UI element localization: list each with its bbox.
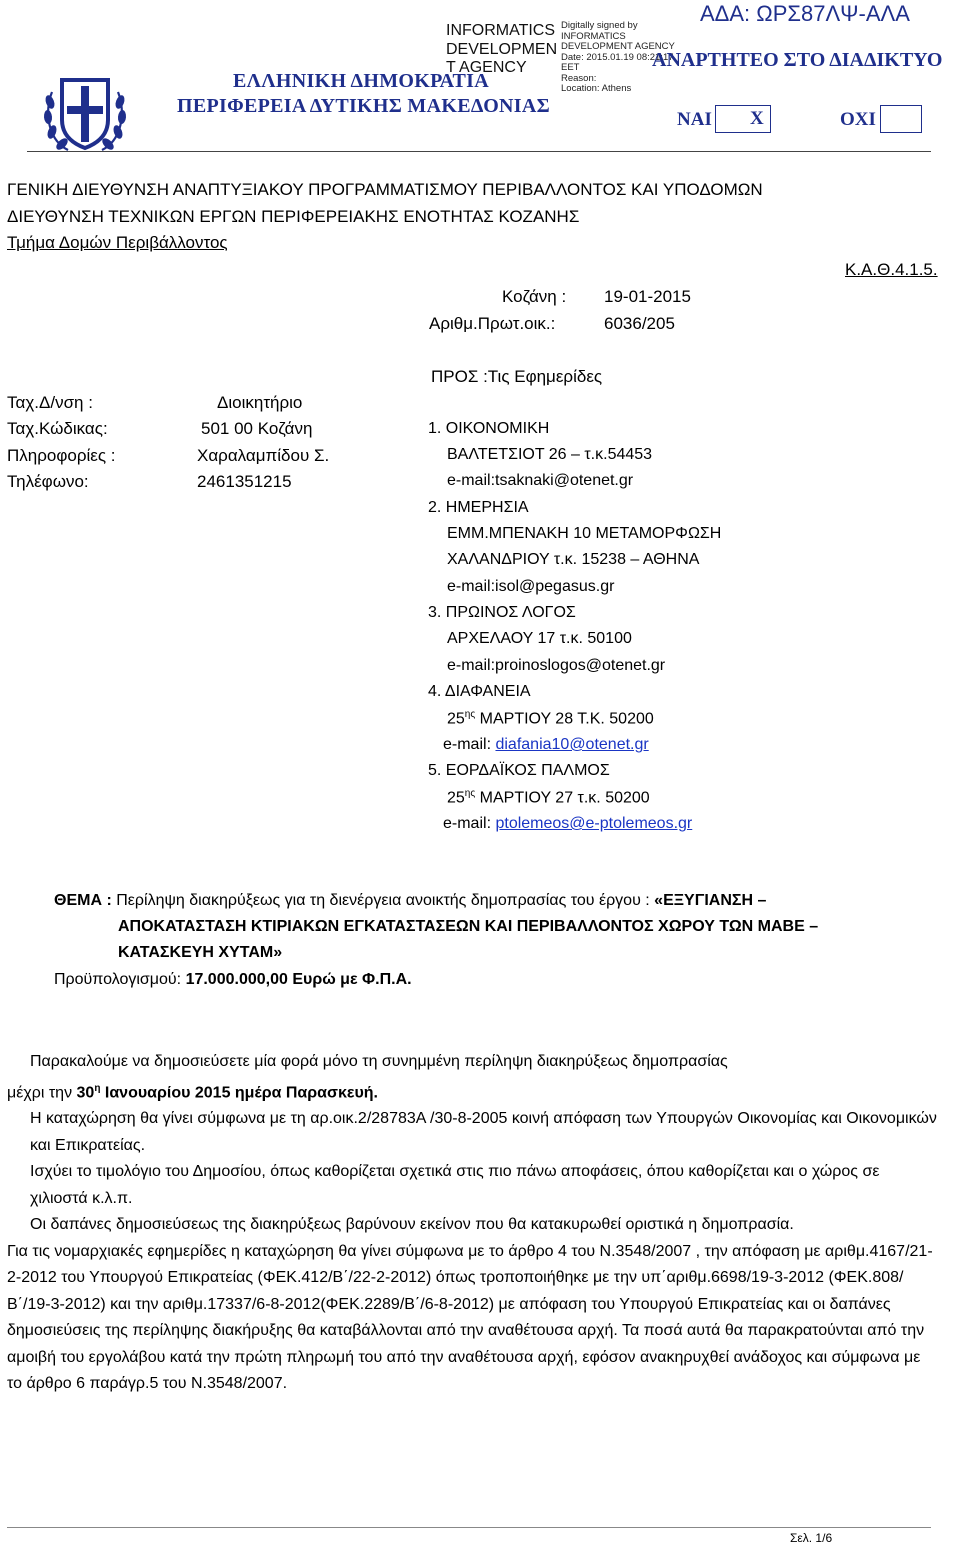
no-checkbox[interactable] bbox=[880, 105, 922, 133]
subject-line bbox=[54, 892, 766, 910]
recipient-2-name: 2. ΗΜΕΡΗΣΙΑ bbox=[428, 499, 529, 516]
signer-name: INFORMATICS DEVELOPMEN T AGENCY bbox=[446, 22, 558, 76]
recipient-1-address: ΒΑΛΤΕΤΣΙΟΤ 26 – τ.κ.54453 bbox=[447, 446, 653, 463]
recipient-3-address: ΑΡΧΕΛΑΟΥ 17 τ.κ. 50100 bbox=[447, 630, 632, 647]
subject-title-2: ΑΠΟΚΑΤΑΣΤΑΣΗ ΚΤΙΡΙΑΚΩΝ ΕΓΚΑΤΑΣΤΑΣΕΩΝ ΚΑΙ ΠΕΡΙΒΑΛΛΟΝΤΟΣ ΧΩΡΟΥ ΤΩΝ ΜΑΒΕ – bbox=[118, 918, 819, 935]
recipient-4-email-link[interactable]: diafania10@otenet.gr bbox=[495, 736, 649, 753]
page-number: Σελ. 1/6 bbox=[790, 1531, 833, 1545]
sender-address-label: Ταχ.Δ/νση : bbox=[7, 393, 93, 412]
recipient-5-email-link[interactable]: ptolemeos@e-ptolemeos.gr bbox=[495, 815, 693, 832]
protocol-number: 6036/205 bbox=[604, 314, 675, 333]
document-code: Κ.Α.Θ.4.1.5. bbox=[845, 260, 938, 279]
budget-label: Προϋπολογισμού: bbox=[54, 971, 182, 988]
recipient-4-address: $25^{\eta\varsigma}$ ΜΑΡΤΙΟΥ 28 Τ.Κ. 50200 bbox=[447, 709, 654, 728]
emblem-logo bbox=[38, 62, 132, 162]
recipient-2-email: e-mail:isol@pegasus.gr bbox=[447, 578, 615, 595]
yes-label: ΝΑΙ bbox=[677, 109, 712, 130]
yes-check-mark: Χ bbox=[750, 108, 764, 129]
recipient-4-email: e-mail: diafania10@otenet.gr bbox=[443, 736, 649, 753]
sender-info-value: Χαραλαμπίδου Σ. bbox=[197, 446, 330, 465]
no-label: ΟΧΙ bbox=[840, 109, 876, 130]
body-paragraph-1: Παρακαλούμε να δημοσιεύσετε μία φορά μόνο τη συνημμένη περίληψη διακηρύξεως δημοπρασίας bbox=[30, 1053, 728, 1070]
recipient-3-name: 3. ΠΡΩΙΝΟΣ ΛΟΓΟΣ bbox=[428, 604, 576, 621]
body-paragraph-4: Οι δαπάνες δημοσιεύσεως της διακηρύξεως βαρύνουν εκείνον που θα κατακυρωθεί οριστικά η δημοπρασία. bbox=[30, 1216, 794, 1234]
republic-title: ΕΛΛΗΝΙΚΗ ΔΗΜΟΚΡΑΤΙΑ bbox=[233, 70, 489, 92]
sender-postcode-value: 501 00 Κοζάνη bbox=[201, 419, 313, 438]
region-title: ΠΕΡΙΦΕΡΕΙΑ ΔΥΤΙΚΗΣ ΜΑΚΕΔΟΝΙΑΣ bbox=[177, 95, 551, 117]
budget-line bbox=[54, 971, 412, 989]
body-paragraph-3: Ισχύει το τιμολόγιο του Δημοσίου, όπως καθορίζεται σχετικά στις πιο πάνω αποφάσεις, όπου καθορίζεται και ο χώρος σε χιλιοστά κ.λ.π. bbox=[30, 1163, 880, 1207]
recipient-1-name: 1. ΟΙΚΟΝΟΜΙΚΗ bbox=[428, 420, 550, 437]
directorate: ΔΙΕΥΘΥΝΣΗ ΤΕΧΝΙΚΩΝ ΕΡΓΩΝ ΠΕΡΙΦΕΡΕΙΑΚΗΣ ΕΝΟΤΗΤΑΣ ΚΟΖΑΝΗΣ bbox=[7, 207, 580, 226]
header-divider bbox=[27, 151, 931, 152]
recipients-heading: ΠΡΟΣ :Τις Εφημερίδες bbox=[431, 367, 603, 386]
posting-title: ΑΝΑΡΤΗΤΕΟ ΣΤΟ ΔΙΑΔΙΚΤΥΟ bbox=[652, 49, 943, 71]
footer-divider bbox=[7, 1527, 931, 1528]
sender-address-value: Διοικητήριο bbox=[217, 393, 303, 412]
recipient-4-name: 4. ΔΙΑΦΑΝΕΙΑ bbox=[428, 683, 531, 700]
sender-postcode-label: Ταχ.Κώδικας: bbox=[7, 419, 108, 438]
body-paragraph-1-deadline: μέχρι την $30^\eta$ Ιανουαρίου 2015 ημέρα Παρασκευή. bbox=[7, 1082, 378, 1101]
subject-title-3: ΚΑΤΑΣΚΕΥΗ ΧΥΤΑΜ» bbox=[118, 944, 283, 961]
digital-signature-block: Digitally signed by INFORMATICS DEVELOPMENT AGENCY Date: 2015.01.19 08:21:17 EET Reason: Location: Athens bbox=[561, 20, 675, 94]
recipient-5-name: 5. ΕΟΡΔΑΪΚΟΣ ΠΑΛΜΟΣ bbox=[428, 762, 610, 779]
subject-text: Περίληψη διακηρύξεως για τη διενέργεια ανοικτής δημοπρασίας του έργου : bbox=[116, 892, 650, 909]
body-paragraph-2: Η καταχώρηση θα γίνει σύμφωνα με τη αρ.οικ.2/28783Α /30-8-2005 κοινή απόφαση των Υπουργών Οικονομίας και Οικονομικών και Επικρατείας. bbox=[30, 1110, 937, 1154]
sender-phone-value: 2461351215 bbox=[197, 472, 292, 491]
body-paragraph-5: Για τις νομαρχιακές εφημερίδες η καταχώρηση θα γίνει σύμφωνα με το άρθρο 4 του Ν.3548/2007 , την απόφαση με αριθμ.4167/21-2-2012 του Υπουργού Επικρατείας (ΦΕΚ.412/Β΄/22-2-2012) όπως τροποποιήθηκε με την υπ΄αριθμ.6698/19-3-2012 (ΦΕΚ.808/Β΄/19-3-2012) και την αριθμ.17337/6-8-2012(ΦΕΚ.2289/Β΄/6-8-2012) με απόφαση του Υπουργού Επικρατείας και οι δαπάνες δημοσιεύσεις της περίληψης διακήρυξης θα καταβάλλονται από την αναθέτουσα αρχή. Τα ποσά αυτά θα παρακρατούνται από την αμοιβή του εργολάβου κατά την πρώτη πληρωμή του από την αναθέτουσα αρχή, εφόσον ανακηρυχθεί ανάδοχος και σύμφωνα με το άρθρο 6 παράγρ.5 του Ν.3548/2007. bbox=[7, 1242, 933, 1393]
recipient-1-email: e-mail:tsaknaki@otenet.gr bbox=[447, 472, 634, 489]
recipient-5-email: e-mail: ptolemeos@e-ptolemeos.gr bbox=[443, 815, 693, 832]
ada-number: ΑΔΑ: ΩΡΣ87ΛΨ-ΑΛΑ bbox=[700, 1, 910, 26]
yes-checkbox[interactable] bbox=[715, 105, 771, 133]
recipient-2-address-1: ΕΜΜ.ΜΠΕΝΑΚΗ 10 ΜΕΤΑΜΟΡΦΩΣΗ bbox=[447, 525, 722, 542]
recipient-3-email: e-mail:proinoslogos@otenet.gr bbox=[447, 657, 666, 674]
department-name: Τμήμα Δομών Περιβάλλοντος bbox=[7, 233, 228, 252]
place-label: Κοζάνη : bbox=[502, 287, 567, 306]
subject-title-1: «ΕΞΥΓΙΑΝΣΗ – bbox=[654, 892, 767, 909]
protocol-label: Αριθμ.Πρωτ.οικ.: bbox=[429, 314, 556, 333]
subject-label: ΘΕΜΑ : bbox=[54, 892, 112, 909]
document-date: 19-01-2015 bbox=[604, 287, 691, 306]
budget-amount: 17.000.000,00 Ευρώ με Φ.Π.Α. bbox=[185, 971, 412, 988]
recipient-2-address-2: ΧΑΛΑΝΔΡΙΟΥ τ.κ. 15238 – ΑΘΗΝΑ bbox=[447, 551, 700, 568]
sender-phone-label: Τηλέφωνο: bbox=[7, 472, 89, 491]
body-text bbox=[7, 1049, 937, 1398]
sender-info-label: Πληροφορίες : bbox=[7, 446, 116, 465]
general-directorate: ΓΕΝΙΚΗ ΔΙΕΥΘΥΝΣΗ ΑΝΑΠΤΥΞΙΑΚΟΥ ΠΡΟΓΡΑΜΜΑΤΙΣΜΟΥ ΠΕΡΙΒΑΛΛΟΝΤΟΣ ΚΑΙ ΥΠΟΔΟΜΩΝ bbox=[7, 180, 763, 199]
recipient-5-address: $25^{\eta\varsigma}$ ΜΑΡΤΙΟΥ 27 τ.κ. 50200 bbox=[447, 788, 650, 807]
